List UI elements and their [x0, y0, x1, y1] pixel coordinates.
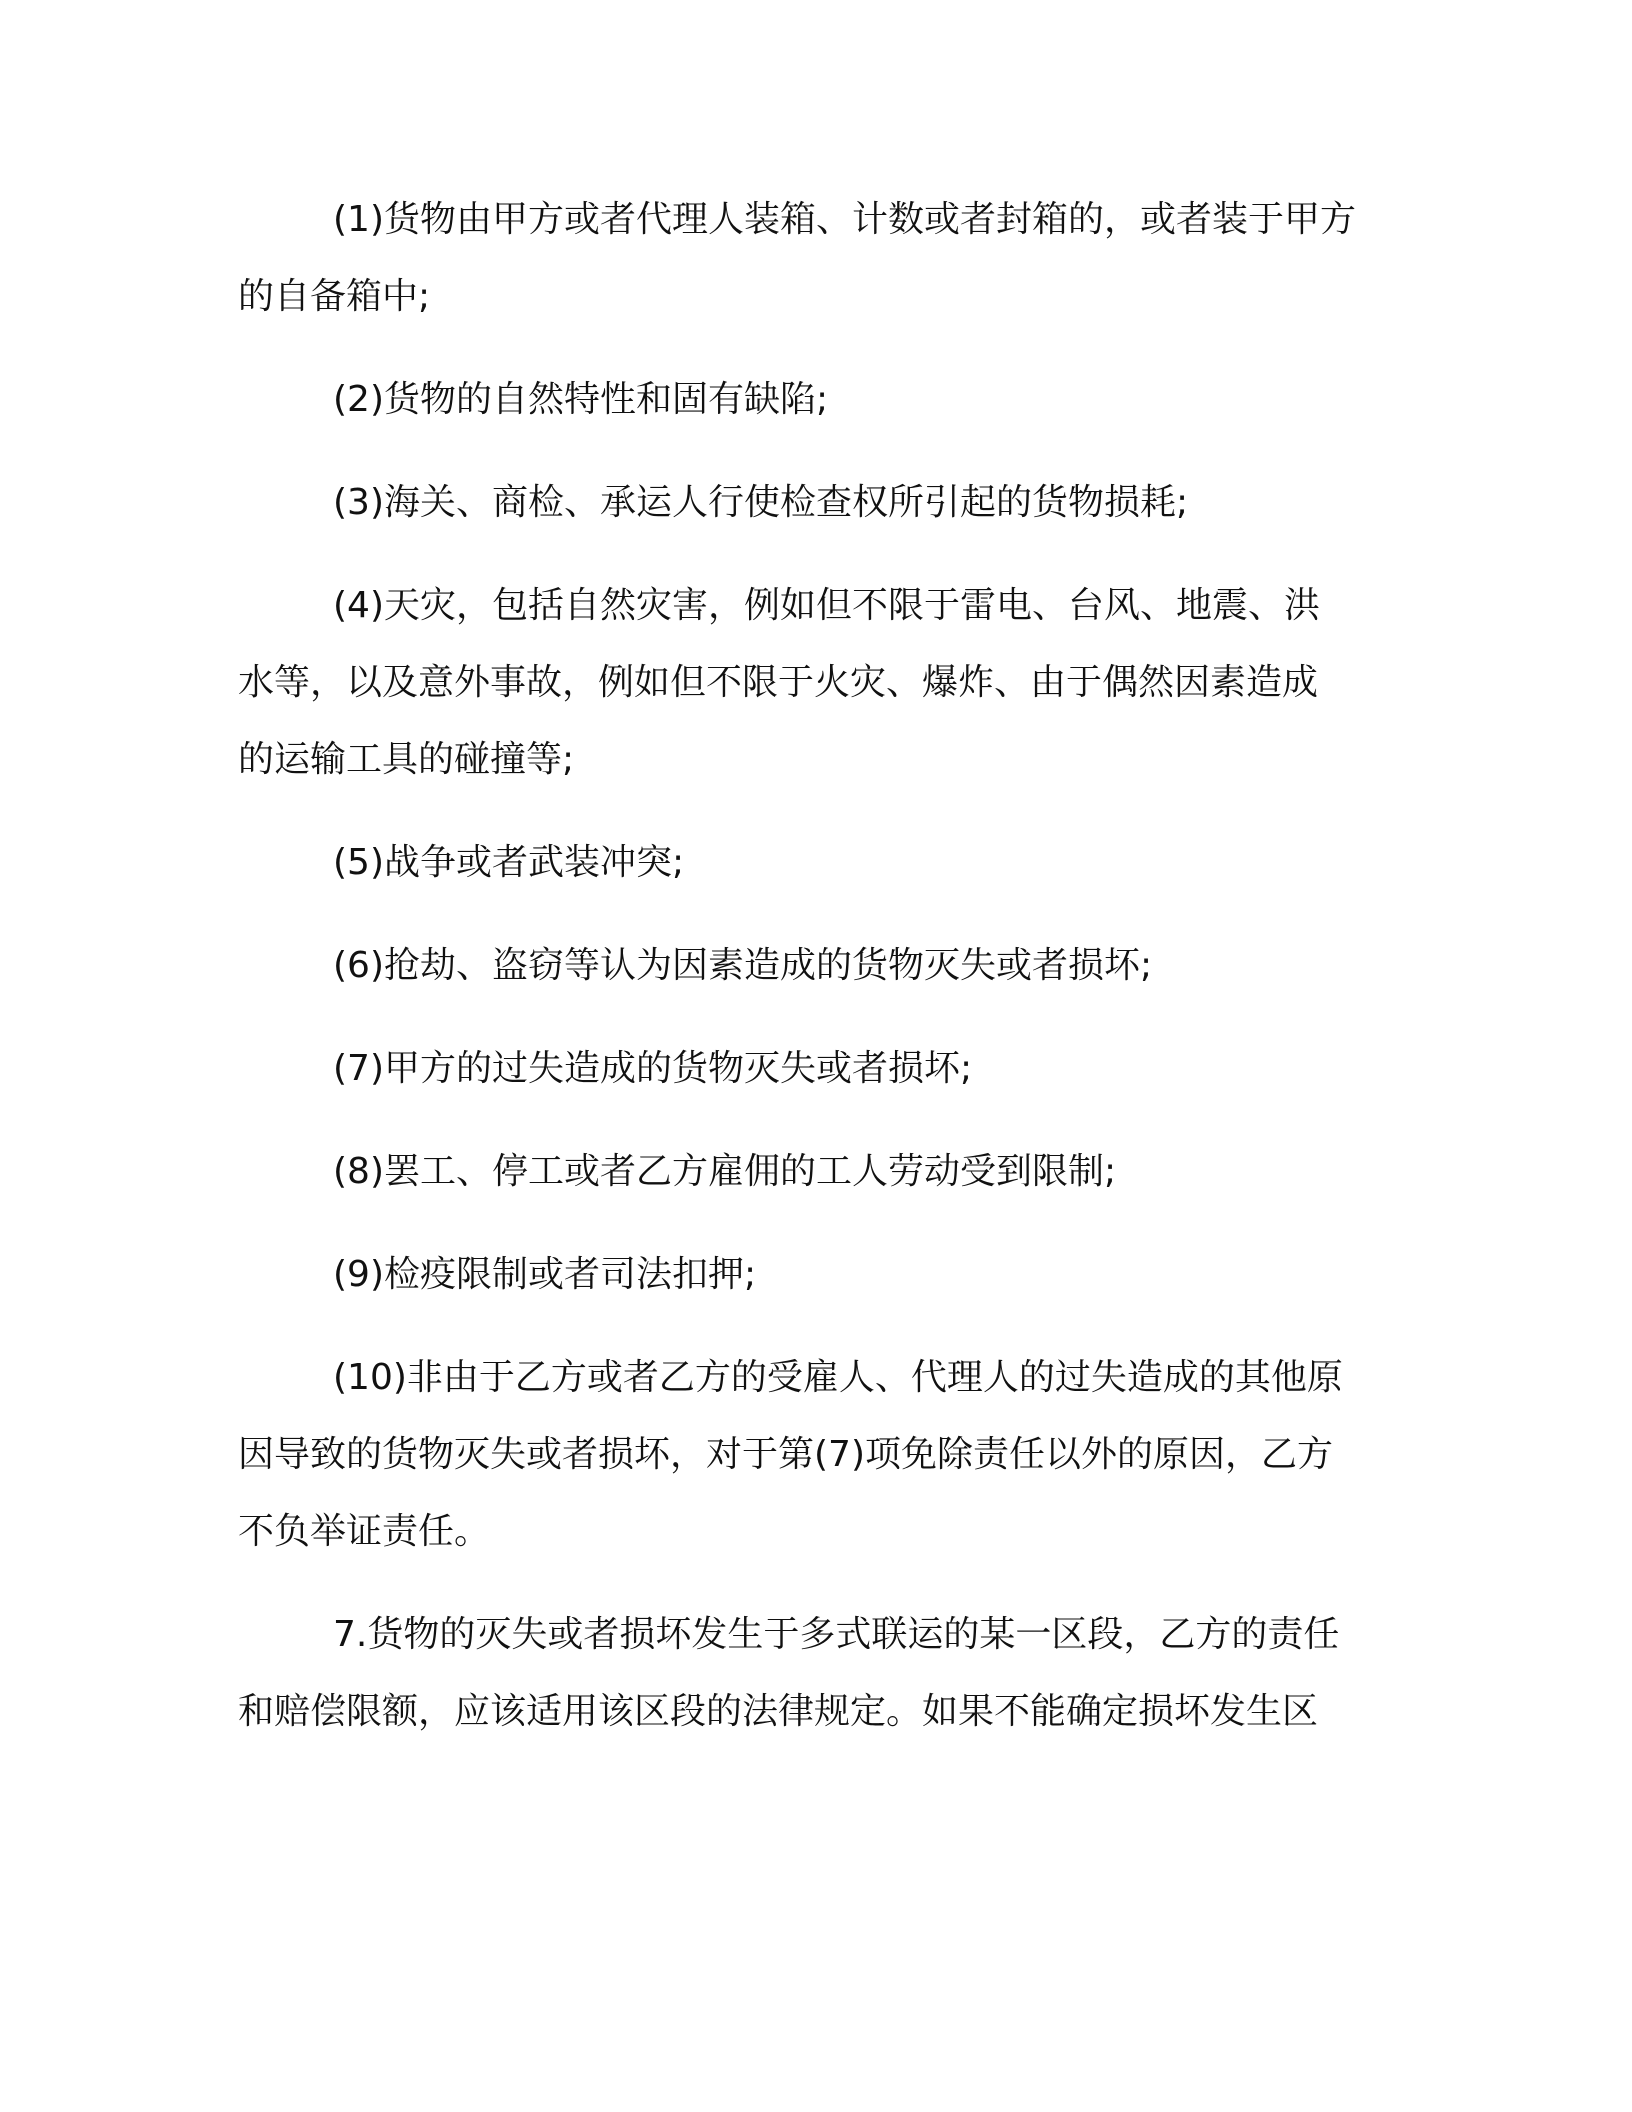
text-line: (5)战争或者武装冲突;	[333, 842, 685, 883]
paragraph-item-1	[238, 181, 1378, 335]
text-line: (7)甲方的过失造成的货物灭失或者损坏;	[333, 1048, 973, 1089]
paragraph-clause-7	[238, 1596, 1378, 1750]
paragraph-item-7	[238, 1030, 1378, 1107]
text-line: 和赔偿限额，应该适用该区段的法律规定。如果不能确定损坏发生区	[238, 1691, 1319, 1732]
paragraph-item-3	[238, 464, 1378, 541]
text-line: 水等，以及意外事故，例如但不限于火灾、爆炸、由于偶然因素造成	[238, 662, 1319, 703]
text-line: (4)天灾，包括自然灾害，例如但不限于雷电、台风、地震、洪	[333, 585, 1320, 626]
text-line: (9)检疫限制或者司法扣押;	[333, 1254, 757, 1295]
paragraph-item-2	[238, 361, 1378, 438]
text-line: (3)海关、商检、承运人行使检查权所引起的货物损耗;	[333, 482, 1189, 523]
paragraph-item-8	[238, 1133, 1378, 1210]
paragraph-item-4	[238, 567, 1378, 798]
text-line: (8)罢工、停工或者乙方雇佣的工人劳动受到限制;	[333, 1151, 1117, 1192]
text-line: 不负举证责任。	[238, 1511, 491, 1552]
text-line: (1)货物由甲方或者代理人装箱、计数或者封箱的，或者装于甲方	[333, 199, 1356, 240]
paragraph-item-9	[238, 1236, 1378, 1313]
paragraph-item-5	[238, 824, 1378, 901]
text-line: (2)货物的自然特性和固有缺陷;	[333, 379, 829, 420]
text-line: 因导致的货物灭失或者损坏，对于第(7)项免除责任以外的原因，乙方	[238, 1434, 1333, 1475]
text-line: 7.货物的灭失或者损坏发生于多式联运的某一区段，乙方的责任	[333, 1614, 1340, 1655]
text-line: (10)非由于乙方或者乙方的受雇人、代理人的过失造成的其他原	[333, 1357, 1343, 1398]
text-line: 的运输工具的碰撞等;	[238, 739, 575, 780]
document-body	[238, 181, 1378, 1776]
text-line: 的自备箱中;	[238, 276, 431, 317]
text-line: (6)抢劫、盗窃等认为因素造成的货物灭失或者损坏;	[333, 945, 1153, 986]
paragraph-item-10	[238, 1339, 1378, 1570]
paragraph-item-6	[238, 927, 1378, 1004]
